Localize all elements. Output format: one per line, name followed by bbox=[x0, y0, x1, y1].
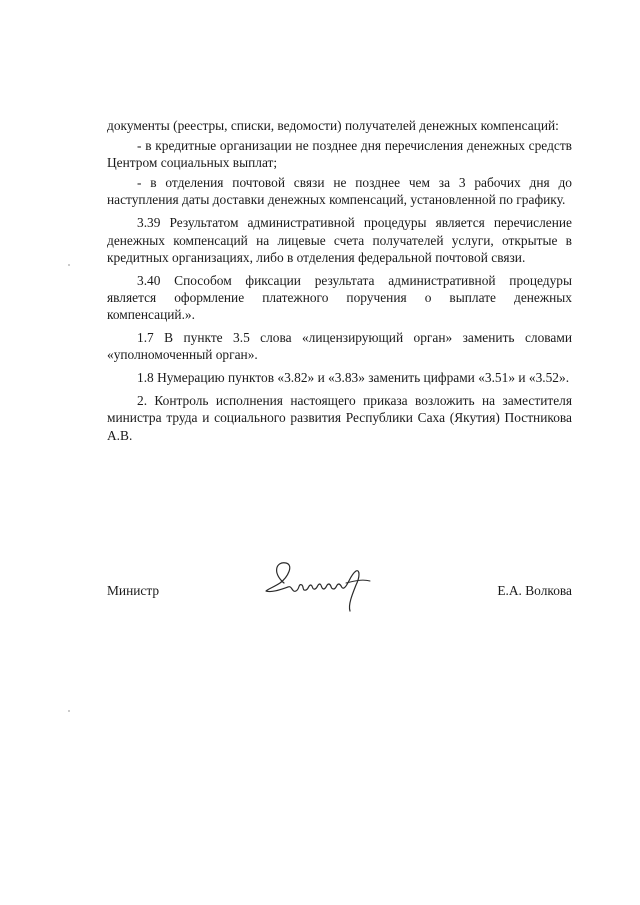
scan-mark bbox=[68, 264, 70, 266]
document-body bbox=[107, 117, 572, 447]
paragraph-3-40: 3.40 Способом фиксации результата административной процедуры является оформление платежного поручения о выплате денежных компенсаций.». bbox=[107, 272, 572, 322]
signatory-position: Министр bbox=[107, 583, 160, 598]
scan-mark bbox=[68, 710, 70, 712]
paragraph-2-control: 2. Контроль исполнения настоящего приказа возложить на заместителя министра труда и социального развития Республики Саха (Якутия) Постникова А.В. bbox=[107, 393, 572, 443]
signature-row bbox=[107, 583, 572, 605]
signatory-name: Е.А. Волкова bbox=[497, 583, 572, 598]
paragraph-postal-offices: - в отделения почтовой связи не позднее чем за 3 рабочих дня до наступления даты доставки денежных компенсаций, установленной по графику. bbox=[107, 175, 572, 208]
paragraph-credit-organizations: - в кредитные организации не позднее дня перечисления денежных средств Центром социальных выплат; bbox=[107, 138, 572, 171]
paragraph-3-39: 3.39 Результатом административной процедуры является перечисление денежных компенсаций на лицевые счета получателей услуги, открытые в кредитных организациях, либо в отделения федеральной почтовой связи. bbox=[107, 215, 572, 265]
paragraph-documents: документы (реестры, списки, ведомости) получателей денежных компенсаций: bbox=[107, 118, 559, 133]
paragraph-1-8: 1.8 Нумерацию пунктов «3.82» и «3.83» заменить цифрами «3.51» и «3.52». bbox=[137, 370, 570, 386]
paragraph-1-7: 1.7 В пункте 3.5 слова «лицензирующий орган» заменить словами «уполномоченный орган». bbox=[107, 330, 572, 363]
